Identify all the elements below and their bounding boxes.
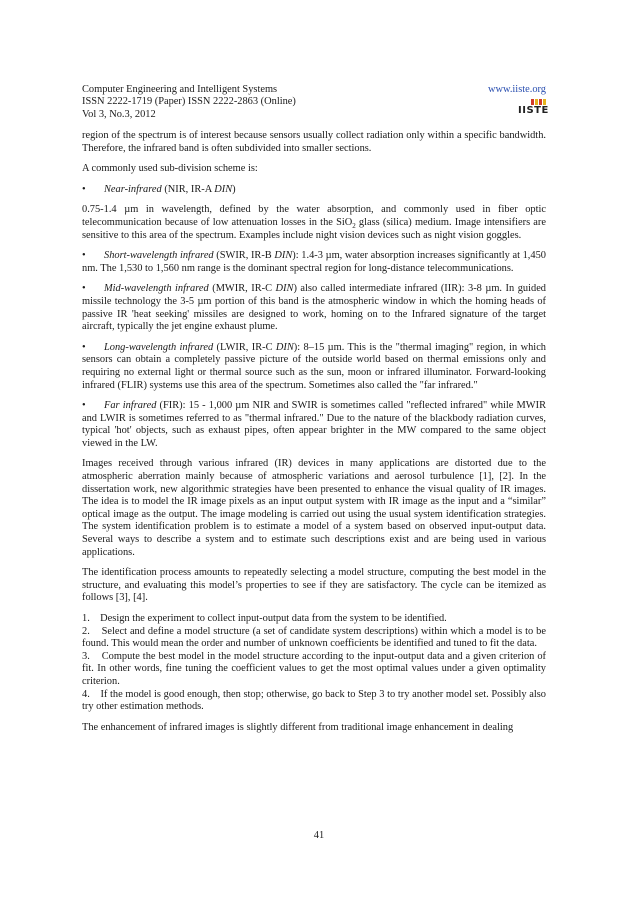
logo-text: IISTE: [518, 105, 549, 116]
paragraph: [82, 204, 546, 242]
term-mwir: Mid-wavelength infrared: [104, 283, 209, 295]
paragraph: Images received through various infrared (IR) devices in many applications are distorted due to the atmospheric aberration mainly because of atmospheric variations and aerosol turbulence [1], [2]. In the dissertation work, new algorithmic strategies have been presented to enhance the visual quality of IR images. The idea is to model the IR image pixels as an input output system with IR image as the input and a “similar” optical image as the output. The image modeling is carried out using the usual system identification strategies. The system identification problem is to estimate a model of a system based on observed input-output data. Several ways to describe a system and to estimate such descriptions exist and are being used in various applications.: [82, 458, 546, 558]
paragraph-text: 0.75-1.4 µm in wavelength, defined by the water absorption, and commonly used in fiber optic telecommunication because of low attenuation losses in the SiO: [82, 204, 546, 228]
din-term: DIN: [275, 283, 294, 295]
bullet-text: (NIR, IR-A: [161, 183, 215, 195]
bullet-long-wavelength: [82, 342, 546, 392]
din-term: DIN: [275, 341, 294, 353]
term-swir: Short-wavelength infrared: [104, 250, 214, 262]
bullet-icon: •: [82, 183, 86, 195]
bullet-text: ): [232, 183, 236, 195]
bullet-text: (LWIR, IR-C: [213, 341, 276, 353]
paragraph: region of the spectrum is of interest because sensors usually collect radiation only within a specific bandwidth. Therefore, the infrared band is often subdivided into smaller sections.: [82, 130, 546, 154]
bullet-icon: •: [82, 400, 86, 412]
bullet-icon: •: [82, 250, 86, 262]
page-header: [82, 84, 549, 121]
iiste-logo: [518, 99, 549, 121]
term-near-infrared: Near-infrared: [104, 183, 162, 195]
subscript: 2: [352, 222, 356, 231]
list-item: 2. Select and define a model structure (a set of candidate system descriptions) within which a model is to be found. This would mean the order and number of unknown coefficients be identified and tuned to fit the data.: [82, 625, 546, 650]
issn-line: ISSN 2222-1719 (Paper) ISSN 2222-2863 (Online): [82, 96, 296, 108]
bullet-far-infrared: [82, 400, 546, 450]
journal-url-link[interactable]: www.iiste.org: [487, 84, 546, 95]
bullet-short-wavelength: [82, 250, 546, 275]
bullet-text: ) also called intermediate infrared (IIR): 3-8 µm. In guided missile technology the 3-5 µm portion of this band is the atmospheric window in which the homing heads of passive IR 'heat seeking' missiles are designed to work, homing on to the Infrared signature of the target aircraft, typically the jet engine exhaust plume.: [82, 283, 546, 333]
bullet-text: ): 1.4-3 µm, water absorption increases significantly at 1,450 nm. The 1,530 to 1,560 nm range is the dominant spectral region for long-distance telecommunications.: [82, 250, 546, 274]
din-term: DIN: [274, 250, 293, 262]
paragraph: The enhancement of infrared images is slightly different from traditional image enhancement in dealing: [82, 721, 514, 733]
article-body: [82, 130, 546, 742]
journal-title: Computer Engineering and Intelligent Systems: [82, 84, 278, 95]
running-header: [82, 84, 549, 121]
din-term: DIN: [214, 183, 233, 195]
list-item: 4. If the model is good enough, then stop; otherwise, go back to Step 3 to try another model set. Possibly also try other estimation methods.: [82, 688, 546, 713]
volume-line: Vol 3, No.3, 2012: [82, 108, 156, 120]
numbered-list: [82, 613, 546, 714]
bullet-text: (MWIR, IR-C: [208, 283, 276, 295]
bullet-text: ): 8–15 µm. This is the "thermal imaging" region, in which sensors can obtain a completely passive picture of the outside world based on thermal emissions only and requiring no external light or thermal source such as the sun, moon or infrared illuminator. Forward-looking infrared (FLIR) systems use this area of the spectrum. Sometimes also called the "far infrared.": [82, 341, 547, 391]
bullet-text: (FIR): 15 - 1,000 µm NIR and SWIR is sometimes called "reflected infrared" while MWIR and LWIR is sometimes referred to as "thermal infrared." Due to the nature of the blackbody radiation curves, typical 'hot' objects, such as exhaust pipes, often appear brighter in the MW compared to the same object viewed in the LW.: [82, 400, 546, 449]
paragraph: A commonly used sub-division scheme is:: [82, 163, 258, 175]
term-fir: Far infrared: [104, 400, 157, 412]
page-number: 41: [313, 830, 325, 841]
paragraph-text: glass (silica) medium. Image intensifiers are sensitive to this area of the spectrum. Examples include night vision devices such as night vision goggles.: [82, 216, 546, 241]
bullet-mid-wavelength: [82, 283, 546, 333]
paragraph: The identification process amounts to repeatedly selecting a model structure, computing the best model in the structure, and evaluating this model’s properties to see if they are satisfactory. The cycle can be itemized as follows [3], [4].: [82, 567, 546, 604]
bullet-near-infrared: [82, 184, 546, 197]
term-lwir: Long-wavelength infrared: [104, 341, 214, 353]
bullet-text: (SWIR, IR-B: [213, 250, 275, 262]
bullet-icon: •: [82, 341, 86, 353]
list-item: 3. Compute the best model in the model structure according to the input-output data and a given criterion of fit. In other words, fine tuning the coefficient values to get the most optimal values under a given optimality criterion.: [82, 650, 546, 687]
bullet-icon: •: [82, 283, 86, 295]
list-item: 1. Design the experiment to collect input-output data from the system to be identified.: [82, 613, 447, 624]
